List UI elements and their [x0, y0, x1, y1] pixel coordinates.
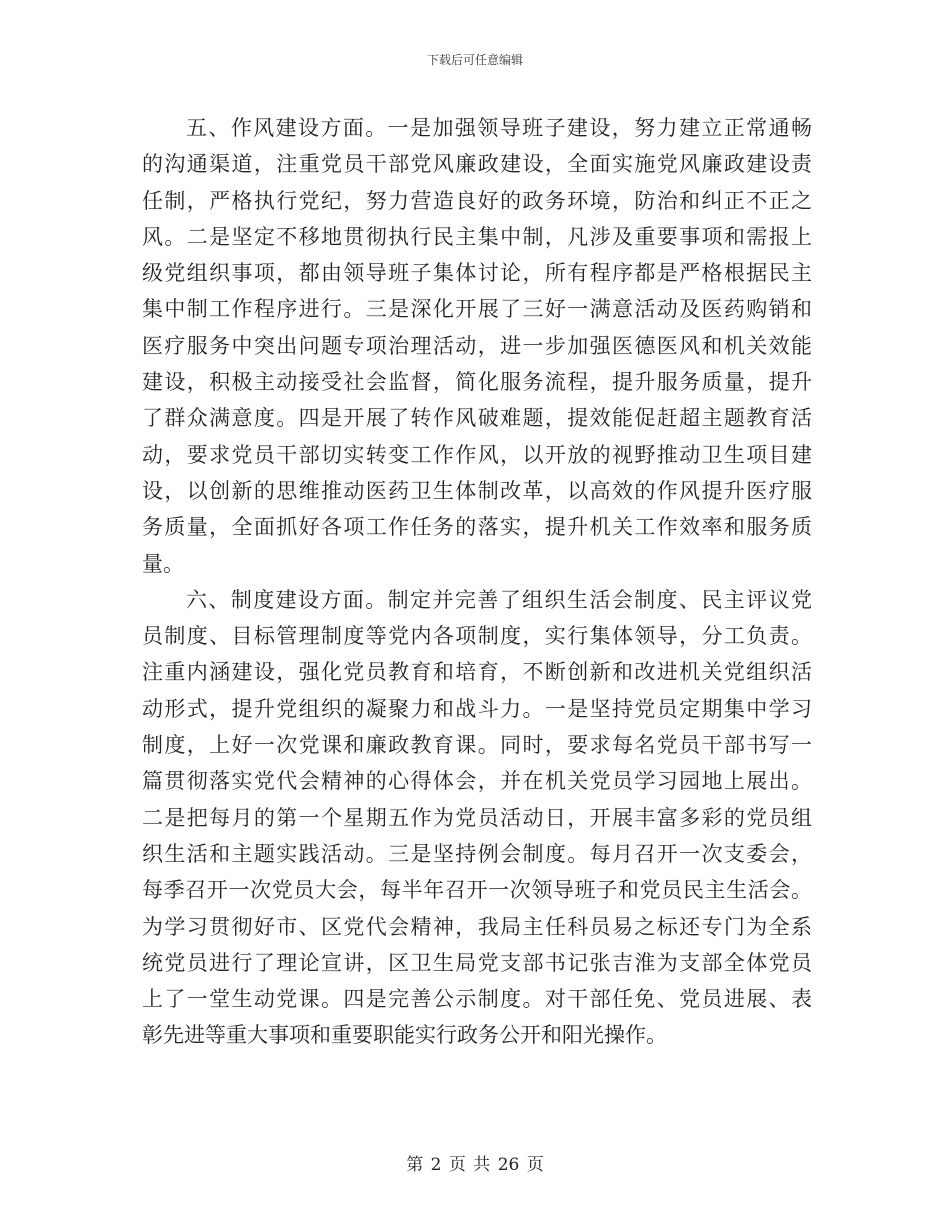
paragraph-line: 注重内涵建设，强化党员教育和培育，不断创新和改进机关党组织活: [142, 660, 812, 685]
paragraph-line: 建设，积极主动接受社会监督，简化服务流程，提升服务质量，提升: [142, 370, 812, 395]
paragraph-line: 员制度、目标管理制度等党内各项制度，实行集体领导，分工负责。: [142, 624, 812, 649]
page-number-footer: 第 2 页 共 26 页: [406, 1155, 544, 1175]
page-header-note: 下载后可任意编辑: [426, 53, 523, 67]
paragraph-line: 了群众满意度。四是开展了转作风破难题，提效能促赶超主题教育活: [142, 406, 812, 431]
paragraph-line: 设，以创新的思维推动医药卫生体制改革，以高效的作风提升医疗服: [142, 478, 812, 503]
paragraph-line: 任制，严格执行党纪，努力营造良好的政务环境，防治和纠正不正之: [142, 188, 812, 213]
paragraph-line: 级党组织事项，都由领导班子集体讨论，所有程序都是严格根据民主: [142, 261, 812, 286]
paragraph-line: 六、制度建设方面。制定并完善了组织生活会制度、民主评议党: [186, 587, 812, 612]
paragraph-line: 集中制工作程序进行。三是深化开展了三好一满意活动及医药购销和: [142, 297, 812, 322]
paragraph-line: 五、作风建设方面。一是加强领导班子建设，努力建立正常通畅: [186, 116, 812, 140]
paragraph-work-style: [142, 110, 812, 582]
paragraph-line: 织生活和主题实践活动。三是坚持例会制度。每月召开一次支委会，: [142, 841, 812, 866]
paragraph-line: 为学习贯彻好市、区党代会精神，我局主任科员易之标还专门为全系: [142, 914, 812, 939]
paragraph-line: 彰先进等重大事项和重要职能实行政务公开和阳光操作。: [142, 1023, 667, 1048]
paragraph-line: 动形式，提升党组织的凝聚力和战斗力。一是坚持党员定期集中学习: [142, 696, 812, 721]
paragraph-line: 统党员进行了理论宣讲，区卫生局党支部书记张吉淮为支部全体党员: [142, 950, 812, 975]
document-body: [142, 110, 812, 1054]
paragraph-line: 风。二是坚定不移地贯彻执行民主集中制，凡涉及重要事项和需报上: [142, 224, 812, 249]
paragraph-system-building: [142, 582, 812, 1054]
paragraph-line: 二是把每月的第一个星期五作为党员活动日，开展丰富多彩的党员组: [142, 805, 812, 830]
paragraph-line: 每季召开一次党员大会，每半年召开一次领导班子和党员民主生活会。: [142, 878, 812, 903]
paragraph-line: 医疗服务中突出问题专项治理活动，进一步加强医德医风和机关效能: [142, 333, 812, 358]
paragraph-line: 务质量，全面抓好各项工作任务的落实，提升机关工作效率和服务质: [142, 515, 812, 540]
paragraph-line: 制度，上好一次党课和廉政教育课。同时，要求每名党员干部书写一: [142, 733, 812, 758]
paragraph-line: 量。: [142, 551, 184, 576]
paragraph-line: 篇贯彻落实党代会精神的心得体会，并在机关党员学习园地上展出。: [142, 769, 812, 794]
paragraph-line: 上了一堂生动党课。四是完善公示制度。对干部任免、党员进展、表: [142, 987, 812, 1012]
paragraph-line: 的沟通渠道，注重党员干部党风廉政建设，全面实施党风廉政建设责: [142, 152, 812, 177]
paragraph-line: 动，要求党员干部切实转变工作作风，以开放的视野推动卫生项目建: [142, 442, 812, 467]
